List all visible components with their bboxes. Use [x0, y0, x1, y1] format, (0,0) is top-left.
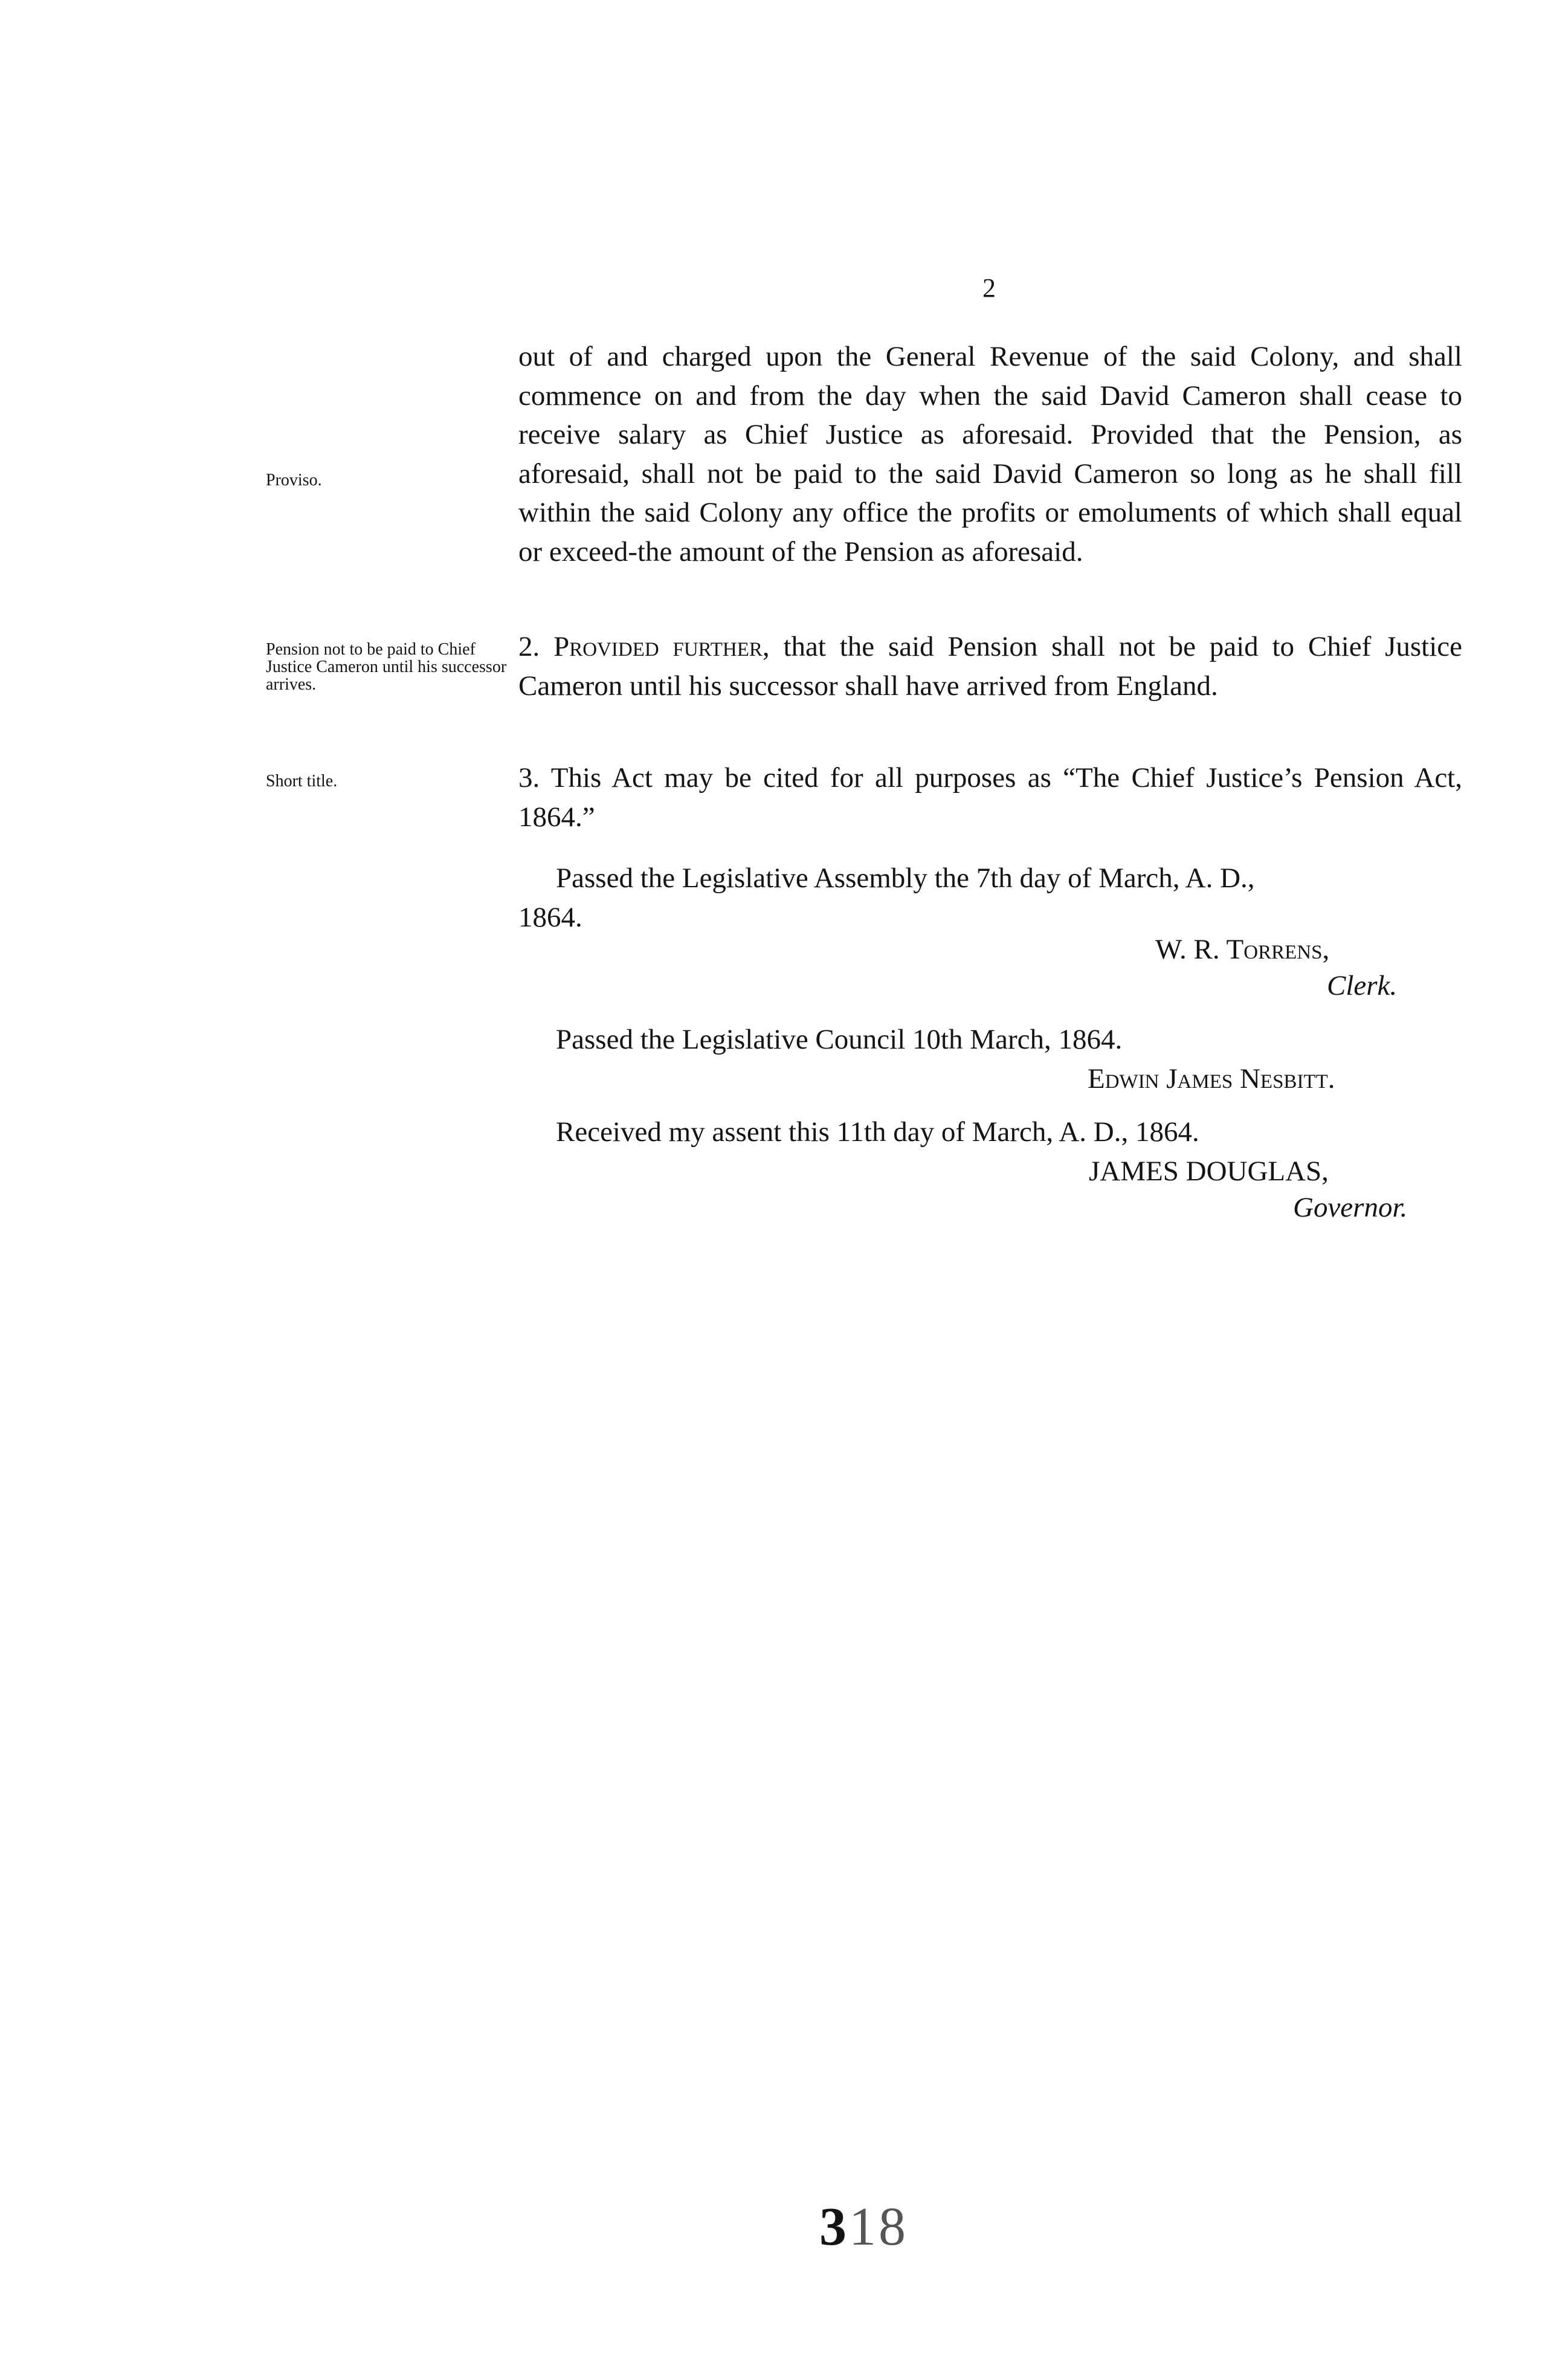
- folio-number-a: 3: [819, 2197, 849, 2257]
- section-1-paragraph: out of and charged upon the General Revenue of the said Colony, and shall commence on and from the day when the said David Cameron shall cease to receive salary as Chief Justice as aforesaid. Provided that the Pension, as aforesaid, shall not be paid to the said David Cameron so long as he shall fill within the said Colony any office the profits or emoluments of which shall equal or exceed-the amount of the Pension as aforesaid.: [518, 341, 1462, 568]
- section-3-text: This Act may be cited for all purposes as “The Chief Justice’s Pension Act, 1864.”: [518, 762, 1462, 833]
- section-2-lead: Provided further,: [553, 631, 770, 662]
- section-2-number: 2.: [518, 631, 540, 662]
- margin-note-short-title: Short title.: [266, 772, 338, 791]
- section-3-number: 3.: [518, 762, 540, 794]
- section-2-paragraph: [518, 627, 1462, 705]
- governor-title: Governor.: [1293, 1192, 1408, 1223]
- assembly-passed-line: Passed the Legislative Assembly the 7th day of March, A. D.,: [556, 862, 1255, 894]
- assembly-clerk-name: W. R. Torrens,: [1155, 934, 1330, 965]
- margin-note-proviso: Proviso.: [266, 471, 322, 490]
- council-signatory: Edwin James Nesbitt.: [1088, 1063, 1335, 1095]
- margin-note-pension-not-paid: Pension not to be paid to Chief Justice Cameron until his successor arrives.: [266, 640, 507, 694]
- folio-number-b: 18: [849, 2197, 908, 2257]
- section-3-paragraph: [518, 758, 1462, 836]
- folio-number: [819, 2197, 908, 2257]
- governor-name: JAMES DOUGLAS,: [1089, 1156, 1329, 1187]
- assembly-clerk-title: Clerk.: [1327, 970, 1398, 1001]
- council-passed-line: Passed the Legislative Council 10th March, 1864.: [556, 1024, 1123, 1055]
- assembly-passed-year: 1864.: [518, 902, 582, 933]
- assent-line: Received my assent this 11th day of March, A. D., 1864.: [556, 1116, 1199, 1148]
- section-2-text: that the said Pension shall not be paid to Chief Justice Cameron until his successor shall have arrived from England.: [518, 631, 1462, 702]
- page-number: 2: [982, 273, 996, 303]
